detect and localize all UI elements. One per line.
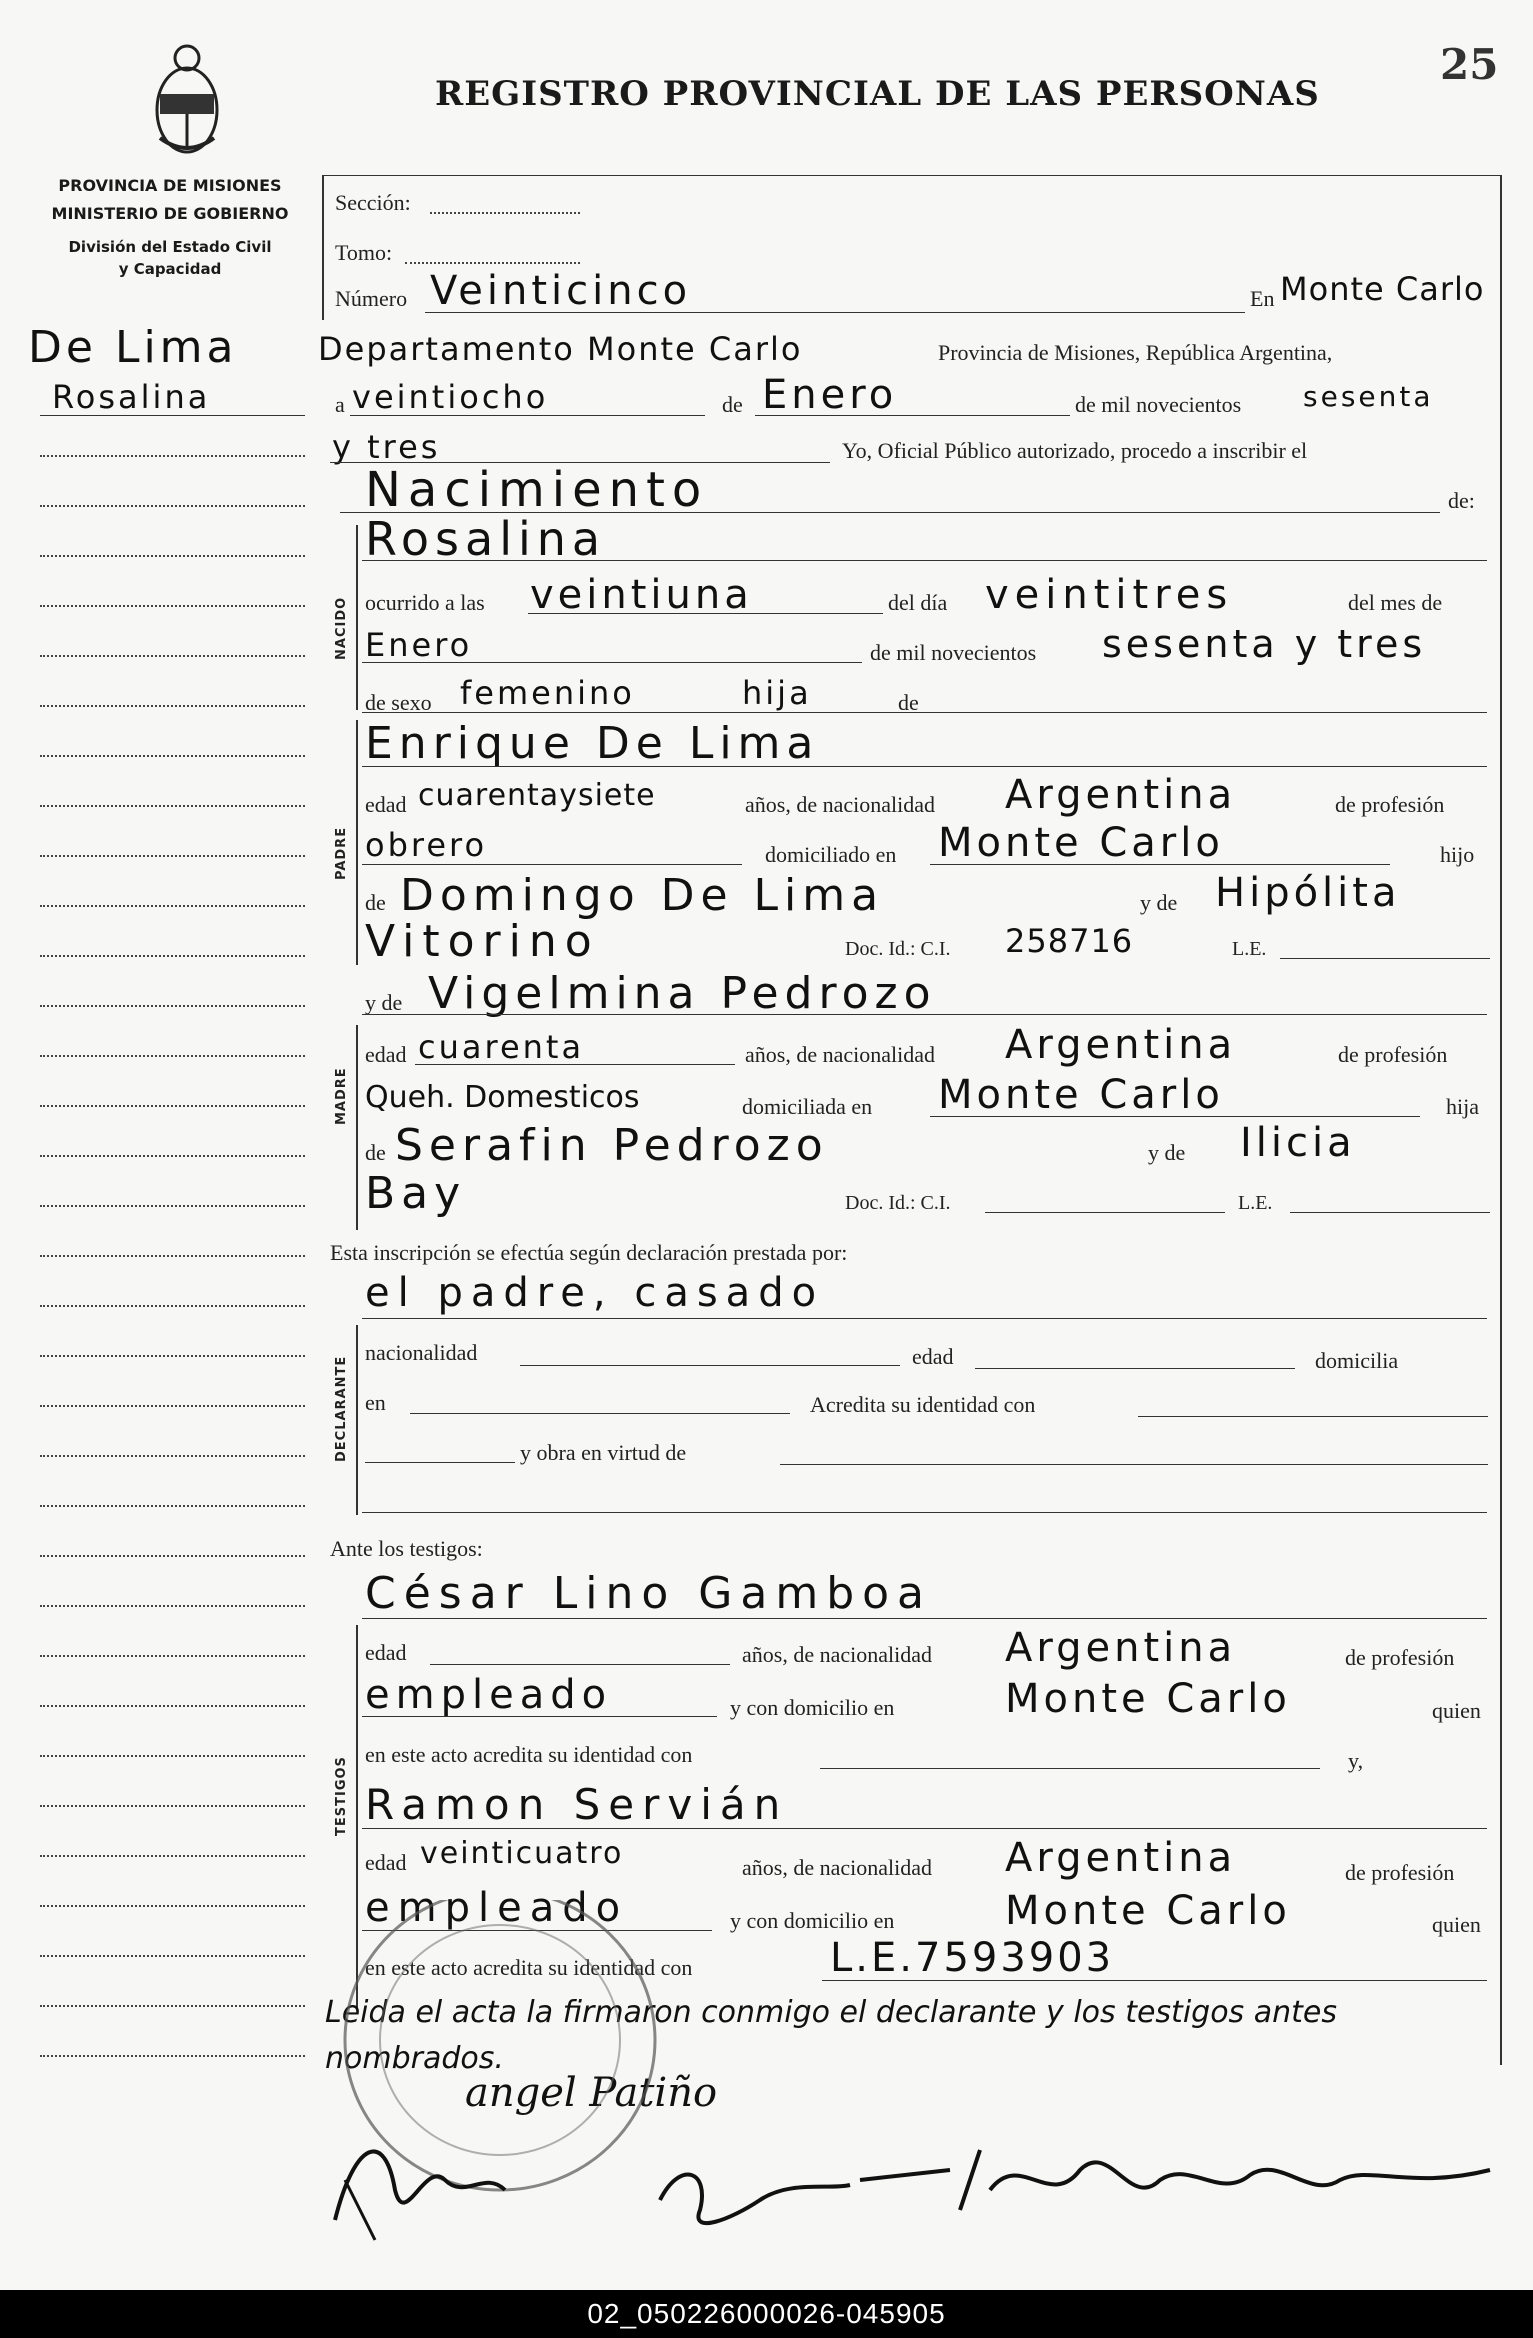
- margin-line: [40, 1755, 305, 1757]
- label-madre-y-de: y de: [1148, 1140, 1186, 1165]
- label-t1-edad: edad: [365, 1640, 407, 1665]
- margin-line: [40, 1605, 305, 1607]
- nombre-value: Rosalina: [365, 512, 607, 566]
- margin-line: [40, 555, 305, 557]
- margin-line: [40, 1405, 305, 1407]
- dia-value: veintiocho: [352, 378, 549, 416]
- margin-line: [40, 1705, 305, 1707]
- label-de-mil-2: de mil novecientos: [870, 640, 1037, 665]
- madre-madre-value-1: Ilicia: [1240, 1120, 1356, 1166]
- label-y-comma: y,: [1348, 1748, 1364, 1773]
- section-testigos: TESTIGOS: [334, 1756, 349, 1836]
- label-padre-profesion: de profesión: [1335, 792, 1445, 817]
- margin-line: [40, 1305, 305, 1307]
- org-ministry: MINISTERIO DE GOBIERNO: [51, 204, 289, 223]
- margin-line: [40, 655, 305, 657]
- margin-line: [40, 1955, 305, 1957]
- label-domicilia: domicilia: [1315, 1348, 1399, 1373]
- tomo-field: [405, 262, 580, 264]
- margin-line: [40, 605, 305, 607]
- madre-padre-value: Serafin Pedrozo: [395, 1120, 829, 1171]
- label-t2-quien: quien: [1432, 1912, 1481, 1937]
- testigo1-domicilio-value: Monte Carlo: [1005, 1676, 1291, 1722]
- label-de: de: [722, 392, 743, 417]
- nombre-line: [362, 560, 1487, 561]
- padre-nombre-value: Enrique De Lima: [365, 718, 820, 769]
- archive-footer: [0, 2290, 1533, 2338]
- label-domiciliada: domiciliada en: [742, 1094, 873, 1119]
- margin-line: [40, 1555, 305, 1557]
- t2-documento-line: [822, 1980, 1487, 1981]
- page-number: 25: [1440, 40, 1499, 89]
- frame-right: [1500, 175, 1502, 2065]
- padre-rule: [356, 720, 358, 965]
- margin-line: [40, 1805, 305, 1807]
- hija-value: hija: [742, 674, 812, 712]
- label-numero: Número: [335, 286, 408, 311]
- label-de-colon: de:: [1448, 488, 1475, 513]
- margin-line: [40, 1905, 305, 1907]
- t1-profesion-line: [362, 1716, 717, 1717]
- decl-obra-line: [780, 1464, 1488, 1465]
- label-padre-y-de: y de: [1140, 890, 1178, 915]
- padre-le-line: [1280, 958, 1490, 959]
- label-nacionalidad: nacionalidad: [365, 1340, 478, 1365]
- label-t1-domicilio: y con domicilio en: [730, 1695, 895, 1720]
- label-del-mes: del mes de: [1348, 590, 1443, 615]
- madre-nacionalidad-value: Argentina: [1005, 1022, 1237, 1068]
- padre-edad-value: cuarentaysiete: [418, 778, 656, 813]
- madre-nombre-value: Vigelmina Pedrozo: [428, 968, 937, 1019]
- section-nacido: NACIDO: [334, 596, 349, 660]
- margin-line: [40, 1255, 305, 1257]
- label-t1-anios: años, de nacionalidad: [742, 1642, 932, 1667]
- label-yo: Yo, Oficial Público autorizado, procedo a inscribir el: [842, 438, 1308, 463]
- declarante-line: [362, 1318, 1487, 1319]
- hora-value: veintiuna: [530, 572, 753, 618]
- margin-line: [40, 1205, 305, 1207]
- label-seccion: Sección:: [335, 190, 411, 215]
- label-hija2: hija: [1446, 1094, 1479, 1119]
- acto-value: Nacimiento: [365, 462, 709, 518]
- padre-madre-value-1: Hipólita: [1215, 870, 1401, 916]
- label-padre-edad: edad: [365, 792, 407, 817]
- margin-line: [40, 1155, 305, 1157]
- label-t2-anios: años, de nacionalidad: [742, 1855, 932, 1880]
- padre-ci-value: 258716: [1005, 922, 1134, 960]
- t1-edad-line: [430, 1664, 730, 1665]
- decl-en-line: [410, 1413, 790, 1414]
- label-a: a: [335, 392, 345, 417]
- label-padre-anios: años, de nacionalidad: [745, 792, 935, 817]
- coat-of-arms-icon: [150, 38, 225, 163]
- numero-line: [425, 312, 1245, 313]
- mes-nac-line: [362, 662, 862, 663]
- margin-line: [40, 2055, 305, 2057]
- anio-value-2: y tres: [332, 428, 441, 466]
- margin-line: [40, 1105, 305, 1107]
- testigo2-nombre-line: [362, 1828, 1487, 1829]
- label-madre-edad: edad: [365, 1042, 407, 1067]
- label-t1-acredita: en este acto acredita su identidad con: [365, 1742, 693, 1767]
- cierre-texto: Leida el acta la firmaron conmigo el declarante y los testigos antes nombrados.: [325, 1995, 1337, 2076]
- label-t2-profesion: de profesión: [1345, 1860, 1455, 1885]
- label-padre-le: L.E.: [1232, 938, 1267, 960]
- margin-line: [40, 1355, 305, 1357]
- testigo1-nombre-line: [362, 1618, 1487, 1619]
- testigo2-domicilio-value: Monte Carlo: [1005, 1888, 1291, 1934]
- decl-nacionalidad-line: [520, 1365, 900, 1366]
- signature-right-icon: [940, 2130, 1500, 2240]
- margin-line: [40, 455, 305, 457]
- t1-acredita-line: [820, 1768, 1320, 1769]
- declarante-rule: [356, 1325, 358, 1515]
- lugar-value: Monte Carlo: [1280, 270, 1485, 308]
- nacido-rule: [356, 525, 358, 710]
- label-acredita: Acredita su identidad con: [810, 1392, 1036, 1417]
- testigo2-profesion-value: empleado: [365, 1885, 629, 1931]
- sexo-value: femenino: [460, 674, 635, 712]
- label-madre-anios: años, de nacionalidad: [745, 1042, 935, 1067]
- label-de-small: de: [898, 690, 919, 715]
- padre-nombre-line: [362, 766, 1487, 767]
- label-ante: Ante los testigos:: [330, 1536, 483, 1561]
- margin-line: [40, 855, 305, 857]
- decl-obra-prefix-line: [365, 1462, 515, 1463]
- margin-line: [40, 905, 305, 907]
- mes-value: Enero: [762, 372, 898, 418]
- sexo-line: [362, 712, 1487, 713]
- section-madre: MADRE: [334, 1067, 349, 1125]
- label-madre-y-de: y de: [365, 990, 403, 1015]
- org-capacity: y Capacidad: [118, 260, 222, 278]
- org-division: División del Estado Civil: [68, 238, 272, 256]
- margin-underline: [40, 415, 305, 416]
- mes-nac-value: Enero: [365, 626, 473, 664]
- label-padre-de: de: [365, 890, 386, 915]
- label-decl-edad: edad: [912, 1344, 954, 1369]
- testigo2-nombre-value: Ramon Servián: [365, 1780, 789, 1829]
- hora-line: [528, 613, 883, 614]
- label-inscripcion: Esta inscripción se efectúa según declaración prestada por:: [330, 1240, 848, 1265]
- padre-profesion-value: obrero: [365, 826, 488, 864]
- seccion-field: [430, 212, 580, 214]
- departamento-value: Departamento Monte Carlo: [318, 330, 803, 368]
- madre-profesion-value: Queh. Domesticos: [365, 1080, 640, 1115]
- label-tomo: Tomo:: [335, 240, 393, 265]
- padre-domicilio-value: Monte Carlo: [938, 820, 1224, 866]
- firma-oficial-nombre: angel Patiño: [465, 2070, 718, 2116]
- madre-domicilio-line: [930, 1116, 1420, 1117]
- label-t1-profesion: de profesión: [1345, 1645, 1455, 1670]
- section-declarante: DECLARANTE: [334, 1355, 349, 1462]
- declarante-value: el padre, casado: [365, 1270, 825, 1316]
- signature-left-icon: [315, 2120, 515, 2250]
- label-t2-domicilio: y con domicilio en: [730, 1908, 895, 1933]
- testigo1-profesion-value: empleado: [365, 1672, 613, 1718]
- label-ocurrido: ocurrido a las: [365, 590, 485, 615]
- frame-top: [322, 175, 1502, 176]
- margin-line: [40, 1055, 305, 1057]
- margin-line: [40, 1855, 305, 1857]
- madre-madre-value-2: Bay: [365, 1168, 467, 1219]
- margin-line: [40, 805, 305, 807]
- label-t2-acredita: en este acto acredita su identidad con: [365, 1955, 693, 1980]
- madre-rule: [356, 1025, 358, 1230]
- label-provincia: Provincia de Misiones, República Argentina,: [938, 340, 1333, 365]
- archive-code: 02_050226000026-045905: [587, 2298, 946, 2329]
- padre-madre-value-2: Vitorino: [365, 916, 600, 967]
- testigo2-edad-value: veinticuatro: [420, 1836, 624, 1871]
- label-en: En: [1250, 286, 1275, 311]
- testigo1-nombre-value: César Lino Gamboa: [365, 1568, 933, 1619]
- margin-line: [40, 755, 305, 757]
- label-madre-le: L.E.: [1238, 1192, 1273, 1214]
- dia-nac-value: veintitres: [985, 572, 1234, 618]
- madre-domicilio-value: Monte Carlo: [938, 1072, 1224, 1118]
- margin-line: [40, 1005, 305, 1007]
- margin-line: [40, 705, 305, 707]
- testigo2-nacionalidad-value: Argentina: [1005, 1835, 1237, 1881]
- dia-line: [350, 415, 705, 416]
- label-de-mil: de mil novecientos: [1075, 392, 1242, 417]
- label-domiciliado: domiciliado en: [765, 842, 897, 867]
- decl-acredita-line: [1138, 1416, 1488, 1417]
- madre-le-line: [1290, 1212, 1490, 1213]
- margin-line: [40, 1505, 305, 1507]
- padre-profesion-line: [362, 864, 742, 865]
- margin-surname: De Lima: [28, 322, 238, 373]
- madre-edad-value: cuarenta: [418, 1028, 585, 1066]
- madre-nombre-line: [362, 1014, 1487, 1015]
- label-de-sexo: de sexo: [365, 690, 432, 715]
- decl-extra-line: [362, 1512, 1487, 1513]
- label-obra: y obra en virtud de: [520, 1440, 687, 1465]
- padre-domicilio-line: [930, 864, 1390, 865]
- margin-line: [40, 505, 305, 507]
- label-madre-de: de: [365, 1140, 386, 1165]
- frame-left-top: [322, 175, 324, 320]
- margin-line: [40, 955, 305, 957]
- label-madre-doc: Doc. Id.: C.I.: [845, 1192, 951, 1214]
- padre-padre-value: Domingo De Lima: [400, 870, 885, 921]
- label-madre-profesion: de profesión: [1338, 1042, 1448, 1067]
- label-t1-quien: quien: [1432, 1698, 1481, 1723]
- margin-line: [40, 2005, 305, 2007]
- padre-nacionalidad-value: Argentina: [1005, 772, 1237, 818]
- testigo2-documento-value: L.E.7593903: [830, 1935, 1115, 1981]
- label-t2-edad: edad: [365, 1850, 407, 1875]
- label-hijo: hijo: [1440, 842, 1475, 867]
- label-padre-doc: Doc. Id.: C.I.: [845, 938, 951, 960]
- madre-ci-line: [985, 1212, 1225, 1213]
- org-province: PROVINCIA DE MISIONES: [58, 176, 282, 195]
- label-del-dia: del día: [888, 590, 948, 615]
- anio-nac-value: sesenta y tres: [1102, 622, 1427, 666]
- section-padre: PADRE: [334, 826, 349, 880]
- madre-edad-line: [415, 1064, 735, 1065]
- anio-value-1: sesenta: [1303, 380, 1434, 413]
- margin-line: [40, 1655, 305, 1657]
- margin-given-name: Rosalina: [52, 378, 211, 416]
- testigo1-nacionalidad-value: Argentina: [1005, 1625, 1237, 1671]
- mes-line: [755, 415, 1070, 416]
- page-title: REGISTRO PROVINCIAL DE LAS PERSONAS: [435, 74, 1320, 114]
- signature-middle-icon: [650, 2140, 970, 2240]
- decl-edad-line: [975, 1368, 1295, 1369]
- label-decl-en: en: [365, 1390, 386, 1415]
- numero-value: Veinticinco: [430, 268, 692, 314]
- margin-line: [40, 1455, 305, 1457]
